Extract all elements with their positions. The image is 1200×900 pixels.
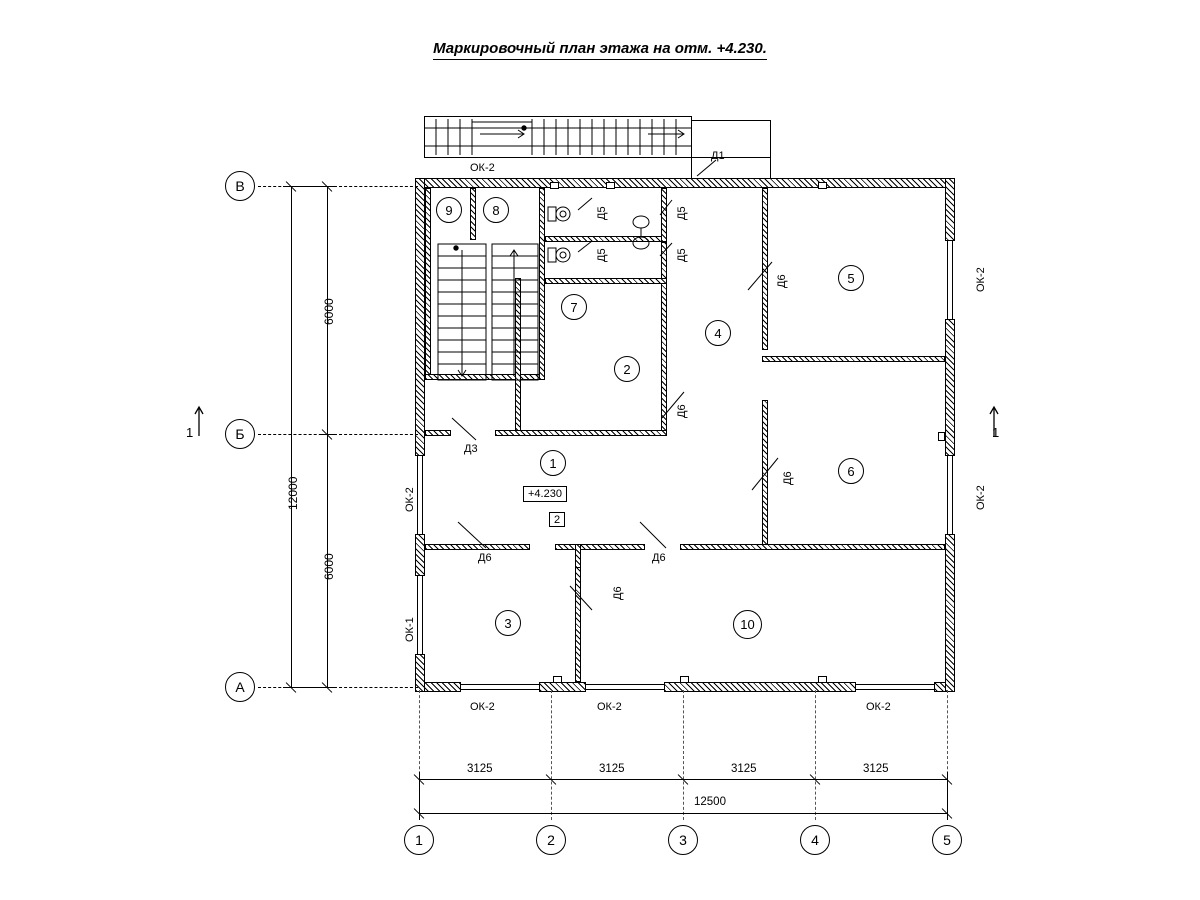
wall-interior-v-9-8	[470, 188, 476, 240]
sill-mark-bottom-2	[680, 676, 689, 683]
porch-connector-vert	[770, 120, 771, 178]
room-number-1: 1	[549, 455, 557, 471]
window-label-bottom-2-text: ОК-2	[597, 701, 622, 713]
porch-outline-right	[691, 116, 692, 178]
axis-line-a	[258, 687, 418, 688]
window-label-left-upper-text: ОК-2	[404, 487, 416, 512]
wall-interior-h-room3-top	[425, 544, 530, 550]
dim-label-12500-text: 12500	[694, 796, 726, 808]
window-glass-bottom-3-b	[855, 689, 935, 690]
room-number-4: 4	[714, 325, 722, 341]
wall-interior-h-bath-mid	[545, 236, 667, 242]
window-glass-left-lower-b	[422, 575, 423, 655]
room-number-8: 8	[492, 202, 500, 218]
wall-interior-v-right-block	[762, 188, 768, 350]
window-label-bottom-3-text: ОК-2	[866, 701, 891, 713]
axis-line-v	[258, 186, 418, 187]
door-label-d5-ul	[596, 206, 608, 220]
door-label-d5-ur	[676, 206, 688, 220]
porch-connector-top	[691, 120, 771, 121]
porch-connector-right	[691, 157, 771, 158]
door-label-d5-ur-text: Д5	[676, 206, 688, 220]
room-number-5: 5	[847, 270, 855, 286]
sill-mark-top-2	[606, 182, 615, 189]
axis-line-4	[815, 690, 816, 820]
axis-bubble-b	[225, 419, 255, 449]
sill-mark-bottom-3	[818, 676, 827, 683]
sill-mark-top-1	[550, 182, 559, 189]
window-label-bottom-2	[597, 701, 622, 713]
wall-interior-h-axis-b-left	[425, 430, 451, 436]
wall-interior-h-5-6	[762, 356, 945, 362]
room-tag-8	[483, 197, 509, 223]
axis-bubble-4	[800, 825, 830, 855]
door-label-d6-room10	[652, 552, 666, 564]
sill-mark-bottom-1	[553, 676, 562, 683]
window-glass-bottom-2-b	[585, 689, 665, 690]
door-label-d6-room3-top-text: Д6	[478, 552, 492, 564]
door-label-d1	[711, 150, 725, 162]
page-title	[0, 40, 1200, 57]
window-glass-left-upper-a	[417, 455, 418, 535]
dim-label-3125-2	[599, 763, 625, 775]
room-number-3: 3	[504, 615, 512, 631]
room-tag-2	[614, 356, 640, 382]
room-number-2: 2	[623, 361, 631, 377]
wall-interior-v-stair-right	[539, 188, 545, 380]
room-tag-5	[838, 265, 864, 291]
room-tag-4	[705, 320, 731, 346]
axis-line-b	[258, 434, 418, 435]
axis-bubble-5	[932, 825, 962, 855]
dim-label-6000-upper	[322, 298, 336, 325]
axis-line-3	[683, 690, 684, 820]
door-label-d6-room3-right	[612, 586, 624, 600]
door-label-d6-room6	[782, 471, 794, 485]
porch-stair-treads	[424, 119, 692, 155]
axis-label-3: 3	[679, 832, 687, 848]
axis-label-1: 1	[415, 832, 423, 848]
axis-bubble-a	[225, 672, 255, 702]
room-tag-3	[495, 610, 521, 636]
wall-interior-v-room3-right-upper	[575, 544, 581, 568]
wall-exterior-top	[415, 178, 955, 188]
axis-label-5: 5	[943, 832, 951, 848]
wall-interior-v-room2-left	[515, 278, 521, 436]
room-tag-6	[838, 458, 864, 484]
window-label-bottom-1-text: ОК-2	[470, 701, 495, 713]
dim-line-horizontal-outer	[419, 813, 947, 814]
dim-label-3125-1-text: 3125	[467, 763, 493, 775]
dim-line-vertical-outer	[291, 186, 292, 687]
door-label-d1-text: Д1	[711, 150, 725, 162]
window-label-top-stair-text: ОК-2	[470, 162, 495, 174]
wall-interior-h-room7-bottom	[545, 278, 667, 284]
window-label-left-lower-text: ОК-1	[404, 617, 416, 642]
room-tag-7	[561, 294, 587, 320]
dim-ext-h-5	[947, 772, 948, 820]
door-label-d5-lr	[676, 248, 688, 262]
door-label-d5-ul-text: Д5	[596, 206, 608, 220]
door-leaders	[452, 160, 778, 610]
window-label-bottom-3	[866, 701, 891, 713]
window-glass-right-lower-a	[947, 455, 948, 535]
dim-label-3125-4	[863, 763, 889, 775]
wall-interior-h-room10-top	[680, 544, 945, 550]
porch-outline-left	[424, 116, 425, 158]
door-label-d6-room2-text: Д6	[676, 404, 688, 418]
wall-interior-h-room3-top-2	[555, 544, 645, 550]
window-label-bottom-1	[470, 701, 495, 713]
window-label-left-lower	[404, 617, 416, 642]
section-mark-right-text: 1	[992, 425, 1000, 440]
dim-label-3125-1	[467, 763, 493, 775]
interior-stair	[438, 244, 538, 380]
door-label-d6-room3-right-text: Д6	[612, 586, 624, 600]
wall-interior-h-stair-bottom	[425, 374, 545, 380]
dim-label-3125-3-text: 3125	[731, 763, 757, 775]
wall-interior-v-bath-right	[661, 188, 667, 242]
elevation-value: +4.230	[528, 488, 562, 500]
window-glass-left-lower-a	[417, 575, 418, 655]
dim-label-6000-upper-text: 6000	[322, 298, 336, 325]
door-label-d5-lr-text: Д5	[676, 248, 688, 262]
dim-label-6000-lower	[322, 553, 336, 580]
dim-label-3125-3	[731, 763, 757, 775]
door-label-d5-ll	[596, 248, 608, 262]
room-number-7: 7	[570, 299, 578, 315]
room-tag-10	[733, 610, 762, 639]
window-label-right-lower	[975, 485, 987, 510]
wall-interior-v-right-block-lower	[762, 400, 768, 548]
wall-interior-v-room7-right	[661, 242, 667, 434]
sill-mark-right-1	[938, 432, 945, 441]
dim-label-12500	[694, 796, 726, 808]
section-mark-left-text: 1	[186, 425, 194, 440]
axis-bubble-3	[668, 825, 698, 855]
window-glass-bottom-2-a	[585, 684, 665, 685]
window-label-right-lower-text: ОК-2	[975, 485, 987, 510]
room-number-6: 6	[847, 463, 855, 479]
door-label-d3-text: Д3	[464, 443, 478, 455]
axis-bubble-1	[404, 825, 434, 855]
door-label-d6-room2	[676, 404, 688, 418]
window-label-right-upper	[975, 267, 987, 292]
axis-bubble-v	[225, 171, 255, 201]
node-marker	[549, 512, 565, 527]
window-label-right-upper-text: ОК-2	[975, 267, 987, 292]
door-label-d6-room4-text: Д6	[776, 274, 788, 288]
window-glass-bottom-1-b	[460, 689, 540, 690]
window-glass-left-upper-b	[422, 455, 423, 535]
section-mark-left-label	[186, 425, 193, 440]
porch-outline-bottom	[424, 157, 692, 158]
node-marker-value: 2	[553, 513, 561, 526]
section-mark-right-label	[992, 425, 999, 440]
axis-line-2	[551, 690, 552, 820]
door-label-d6-room10-text: Д6	[652, 552, 666, 564]
wall-interior-v-left-stair	[425, 188, 431, 378]
door-label-d6-room4	[776, 274, 788, 288]
window-glass-bottom-3-a	[855, 684, 935, 685]
room-number-9: 9	[445, 202, 453, 218]
dim-label-6000-lower-text: 6000	[322, 553, 336, 580]
window-glass-bottom-1-a	[460, 684, 540, 685]
sill-mark-top-3	[818, 182, 827, 189]
dim-label-12000	[286, 477, 300, 510]
page-title-text: Маркировочный план этажа на отм. +4.230.	[433, 40, 767, 60]
elevation-marker	[523, 486, 567, 502]
window-label-left-upper	[404, 487, 416, 512]
door-label-d6-room6-text: Д6	[782, 471, 794, 485]
room-tag-9	[436, 197, 462, 223]
axis-bubble-2	[536, 825, 566, 855]
axis-label-4: 4	[811, 832, 819, 848]
window-glass-right-upper-b	[952, 240, 953, 320]
door-label-d6-room3-top	[478, 552, 492, 564]
wall-interior-h-axis-b-mid	[495, 430, 667, 436]
window-label-top-stair	[470, 162, 495, 174]
dim-label-12000-text: 12000	[286, 476, 300, 510]
dim-label-3125-2-text: 3125	[599, 763, 625, 775]
dim-label-3125-4-text: 3125	[863, 763, 889, 775]
axis-label-b: Б	[235, 426, 245, 442]
window-glass-right-upper-a	[947, 240, 948, 320]
room-number-10: 10	[740, 617, 755, 632]
door-label-d5-ll-text: Д5	[596, 248, 608, 262]
dim-ext-h-1	[419, 772, 420, 820]
axis-label-v: В	[235, 178, 245, 194]
porch-outline-top	[424, 116, 692, 117]
window-glass-right-lower-b	[952, 455, 953, 535]
wall-interior-v-room3-right	[575, 550, 581, 682]
axis-label-a: А	[235, 679, 245, 695]
axis-label-2: 2	[547, 832, 555, 848]
door-label-d3	[464, 443, 478, 455]
room-tag-1	[540, 450, 566, 476]
